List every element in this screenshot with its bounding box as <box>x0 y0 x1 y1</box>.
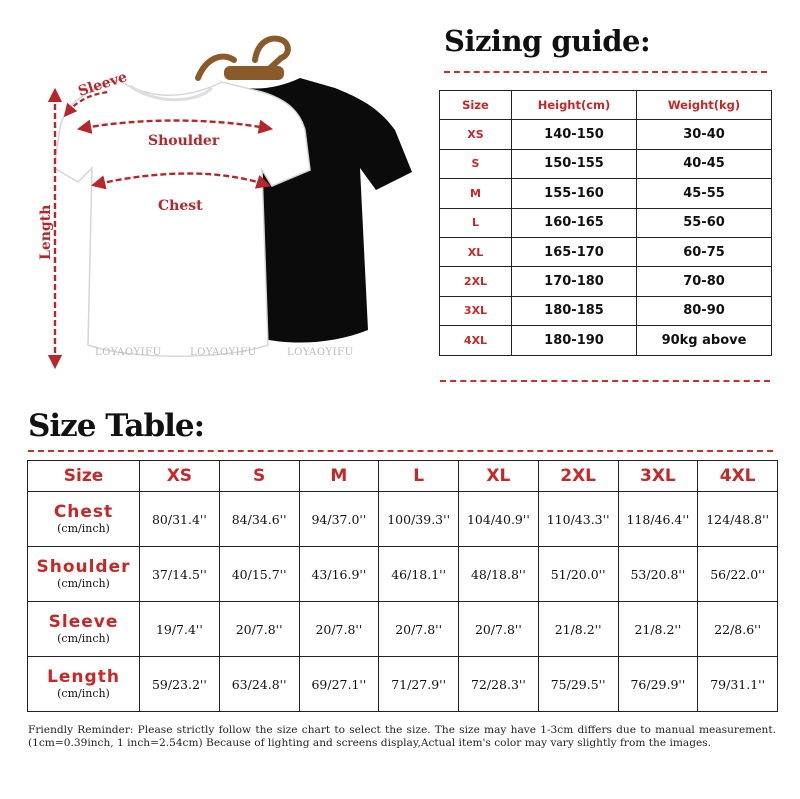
size-table <box>27 460 778 712</box>
column-header: 3XL <box>618 461 698 492</box>
value-cell: 21/8.2'' <box>538 602 618 657</box>
value-cell: 80/31.4'' <box>140 492 220 547</box>
table-row <box>440 237 772 266</box>
measure-unit: (cm/inch) <box>57 522 110 535</box>
value-cell: 20/7.8'' <box>379 602 459 657</box>
column-header: Height(cm) <box>512 91 637 120</box>
size-cell: XS <box>440 120 512 149</box>
weight-cell: 40-45 <box>637 149 772 178</box>
measure-name: Length <box>47 667 120 687</box>
value-cell: 79/31.1'' <box>698 657 778 712</box>
measure-unit: (cm/inch) <box>57 577 110 590</box>
column-header: 2XL <box>538 461 618 492</box>
measure-name: Sleeve <box>48 612 119 632</box>
value-cell: 43/16.9'' <box>299 547 379 602</box>
friendly-reminder-text: Friendly Reminder: Please strictly follow the size chart to select the size. The size may have 1-3cm differs due to manual measurement. (1cm=0.39inch, 1 inch=2.54cm) Because of lighting and screens display,Actual item's color may vary slightly from the images. <box>28 724 776 749</box>
column-header: S <box>219 461 299 492</box>
table-row <box>440 179 772 208</box>
value-cell: 20/7.8'' <box>219 602 299 657</box>
size-cell: 3XL <box>440 296 512 325</box>
column-header: XS <box>140 461 220 492</box>
value-cell: 72/28.3'' <box>459 657 539 712</box>
measure-cell <box>28 657 140 712</box>
size-cell: L <box>440 208 512 237</box>
height-cell: 140-150 <box>512 120 637 149</box>
height-cell: 165-170 <box>512 237 637 266</box>
table-header-row <box>28 461 778 492</box>
value-cell: 48/18.8'' <box>459 547 539 602</box>
table-row <box>440 208 772 237</box>
value-cell: 94/37.0'' <box>299 492 379 547</box>
value-cell: 118/46.4'' <box>618 492 698 547</box>
table-row <box>28 602 778 657</box>
size-cell: XL <box>440 237 512 266</box>
hanger-icon <box>198 39 288 80</box>
value-cell: 76/29.9'' <box>618 657 698 712</box>
size-cell: S <box>440 149 512 178</box>
value-cell: 59/23.2'' <box>140 657 220 712</box>
measure-name: Shoulder <box>36 557 131 577</box>
value-cell: 19/7.4'' <box>140 602 220 657</box>
table-row <box>440 149 772 178</box>
height-cell: 180-190 <box>512 326 637 355</box>
chest-label: Chest <box>158 198 203 214</box>
value-cell: 75/29.5'' <box>538 657 618 712</box>
weight-cell: 60-75 <box>637 237 772 266</box>
value-cell: 100/39.3'' <box>379 492 459 547</box>
value-cell: 40/15.7'' <box>219 547 299 602</box>
height-cell: 155-160 <box>512 179 637 208</box>
value-cell: 110/43.3'' <box>538 492 618 547</box>
table-row <box>440 296 772 325</box>
weight-cell: 55-60 <box>637 208 772 237</box>
divider <box>440 380 770 382</box>
sleeve-label: Sleeve <box>76 69 130 100</box>
measure-unit: (cm/inch) <box>57 632 110 645</box>
table-row <box>440 267 772 296</box>
value-cell: 84/34.6'' <box>219 492 299 547</box>
weight-cell: 80-90 <box>637 296 772 325</box>
sizing-guide-title: Sizing guide: <box>444 24 651 58</box>
column-header: XL <box>459 461 539 492</box>
table-row <box>28 547 778 602</box>
size-cell: 4XL <box>440 326 512 355</box>
table-row <box>28 657 778 712</box>
value-cell: 104/40.9'' <box>459 492 539 547</box>
column-header: L <box>379 461 459 492</box>
size-table-title: Size Table: <box>28 408 205 444</box>
table-row <box>28 492 778 547</box>
watermark-text: LOYAOYIFU <box>287 347 354 358</box>
value-cell: 71/27.9'' <box>379 657 459 712</box>
column-header: Weight(kg) <box>637 91 772 120</box>
value-cell: 20/7.8'' <box>299 602 379 657</box>
value-cell: 63/24.8'' <box>219 657 299 712</box>
measure-cell <box>28 492 140 547</box>
column-header: Size <box>440 91 512 120</box>
measure-cell <box>28 602 140 657</box>
table-row <box>440 120 772 149</box>
height-cell: 170-180 <box>512 267 637 296</box>
weight-cell: 90kg above <box>637 326 772 355</box>
value-cell: 46/18.1'' <box>379 547 459 602</box>
measure-unit: (cm/inch) <box>57 687 110 700</box>
sizing-guide-table <box>439 90 772 356</box>
shoulder-label: Shoulder <box>148 133 220 149</box>
value-cell: 21/8.2'' <box>618 602 698 657</box>
value-cell: 124/48.8'' <box>698 492 778 547</box>
column-header: 4XL <box>698 461 778 492</box>
watermark-text: LOYAOYIFU <box>95 347 162 358</box>
column-header: M <box>299 461 379 492</box>
divider <box>444 71 767 73</box>
watermark-text: LOYAOYIFU <box>190 347 257 358</box>
measure-name: Chest <box>53 502 114 522</box>
value-cell: 51/20.0'' <box>538 547 618 602</box>
value-cell: 20/7.8'' <box>459 602 539 657</box>
tshirt-illustration <box>0 0 420 375</box>
size-cell: 2XL <box>440 267 512 296</box>
measure-cell <box>28 547 140 602</box>
size-cell: M <box>440 179 512 208</box>
column-header: Size <box>28 461 140 492</box>
value-cell: 56/22.0'' <box>698 547 778 602</box>
value-cell: 37/14.5'' <box>140 547 220 602</box>
height-cell: 180-185 <box>512 296 637 325</box>
value-cell: 69/27.1'' <box>299 657 379 712</box>
table-row <box>440 326 772 355</box>
divider <box>28 450 773 452</box>
weight-cell: 45-55 <box>637 179 772 208</box>
height-cell: 160-165 <box>512 208 637 237</box>
table-header-row <box>440 91 772 120</box>
value-cell: 53/20.8'' <box>618 547 698 602</box>
value-cell: 22/8.6'' <box>698 602 778 657</box>
height-cell: 150-155 <box>512 149 637 178</box>
weight-cell: 70-80 <box>637 267 772 296</box>
weight-cell: 30-40 <box>637 120 772 149</box>
length-label: Length <box>38 204 54 260</box>
